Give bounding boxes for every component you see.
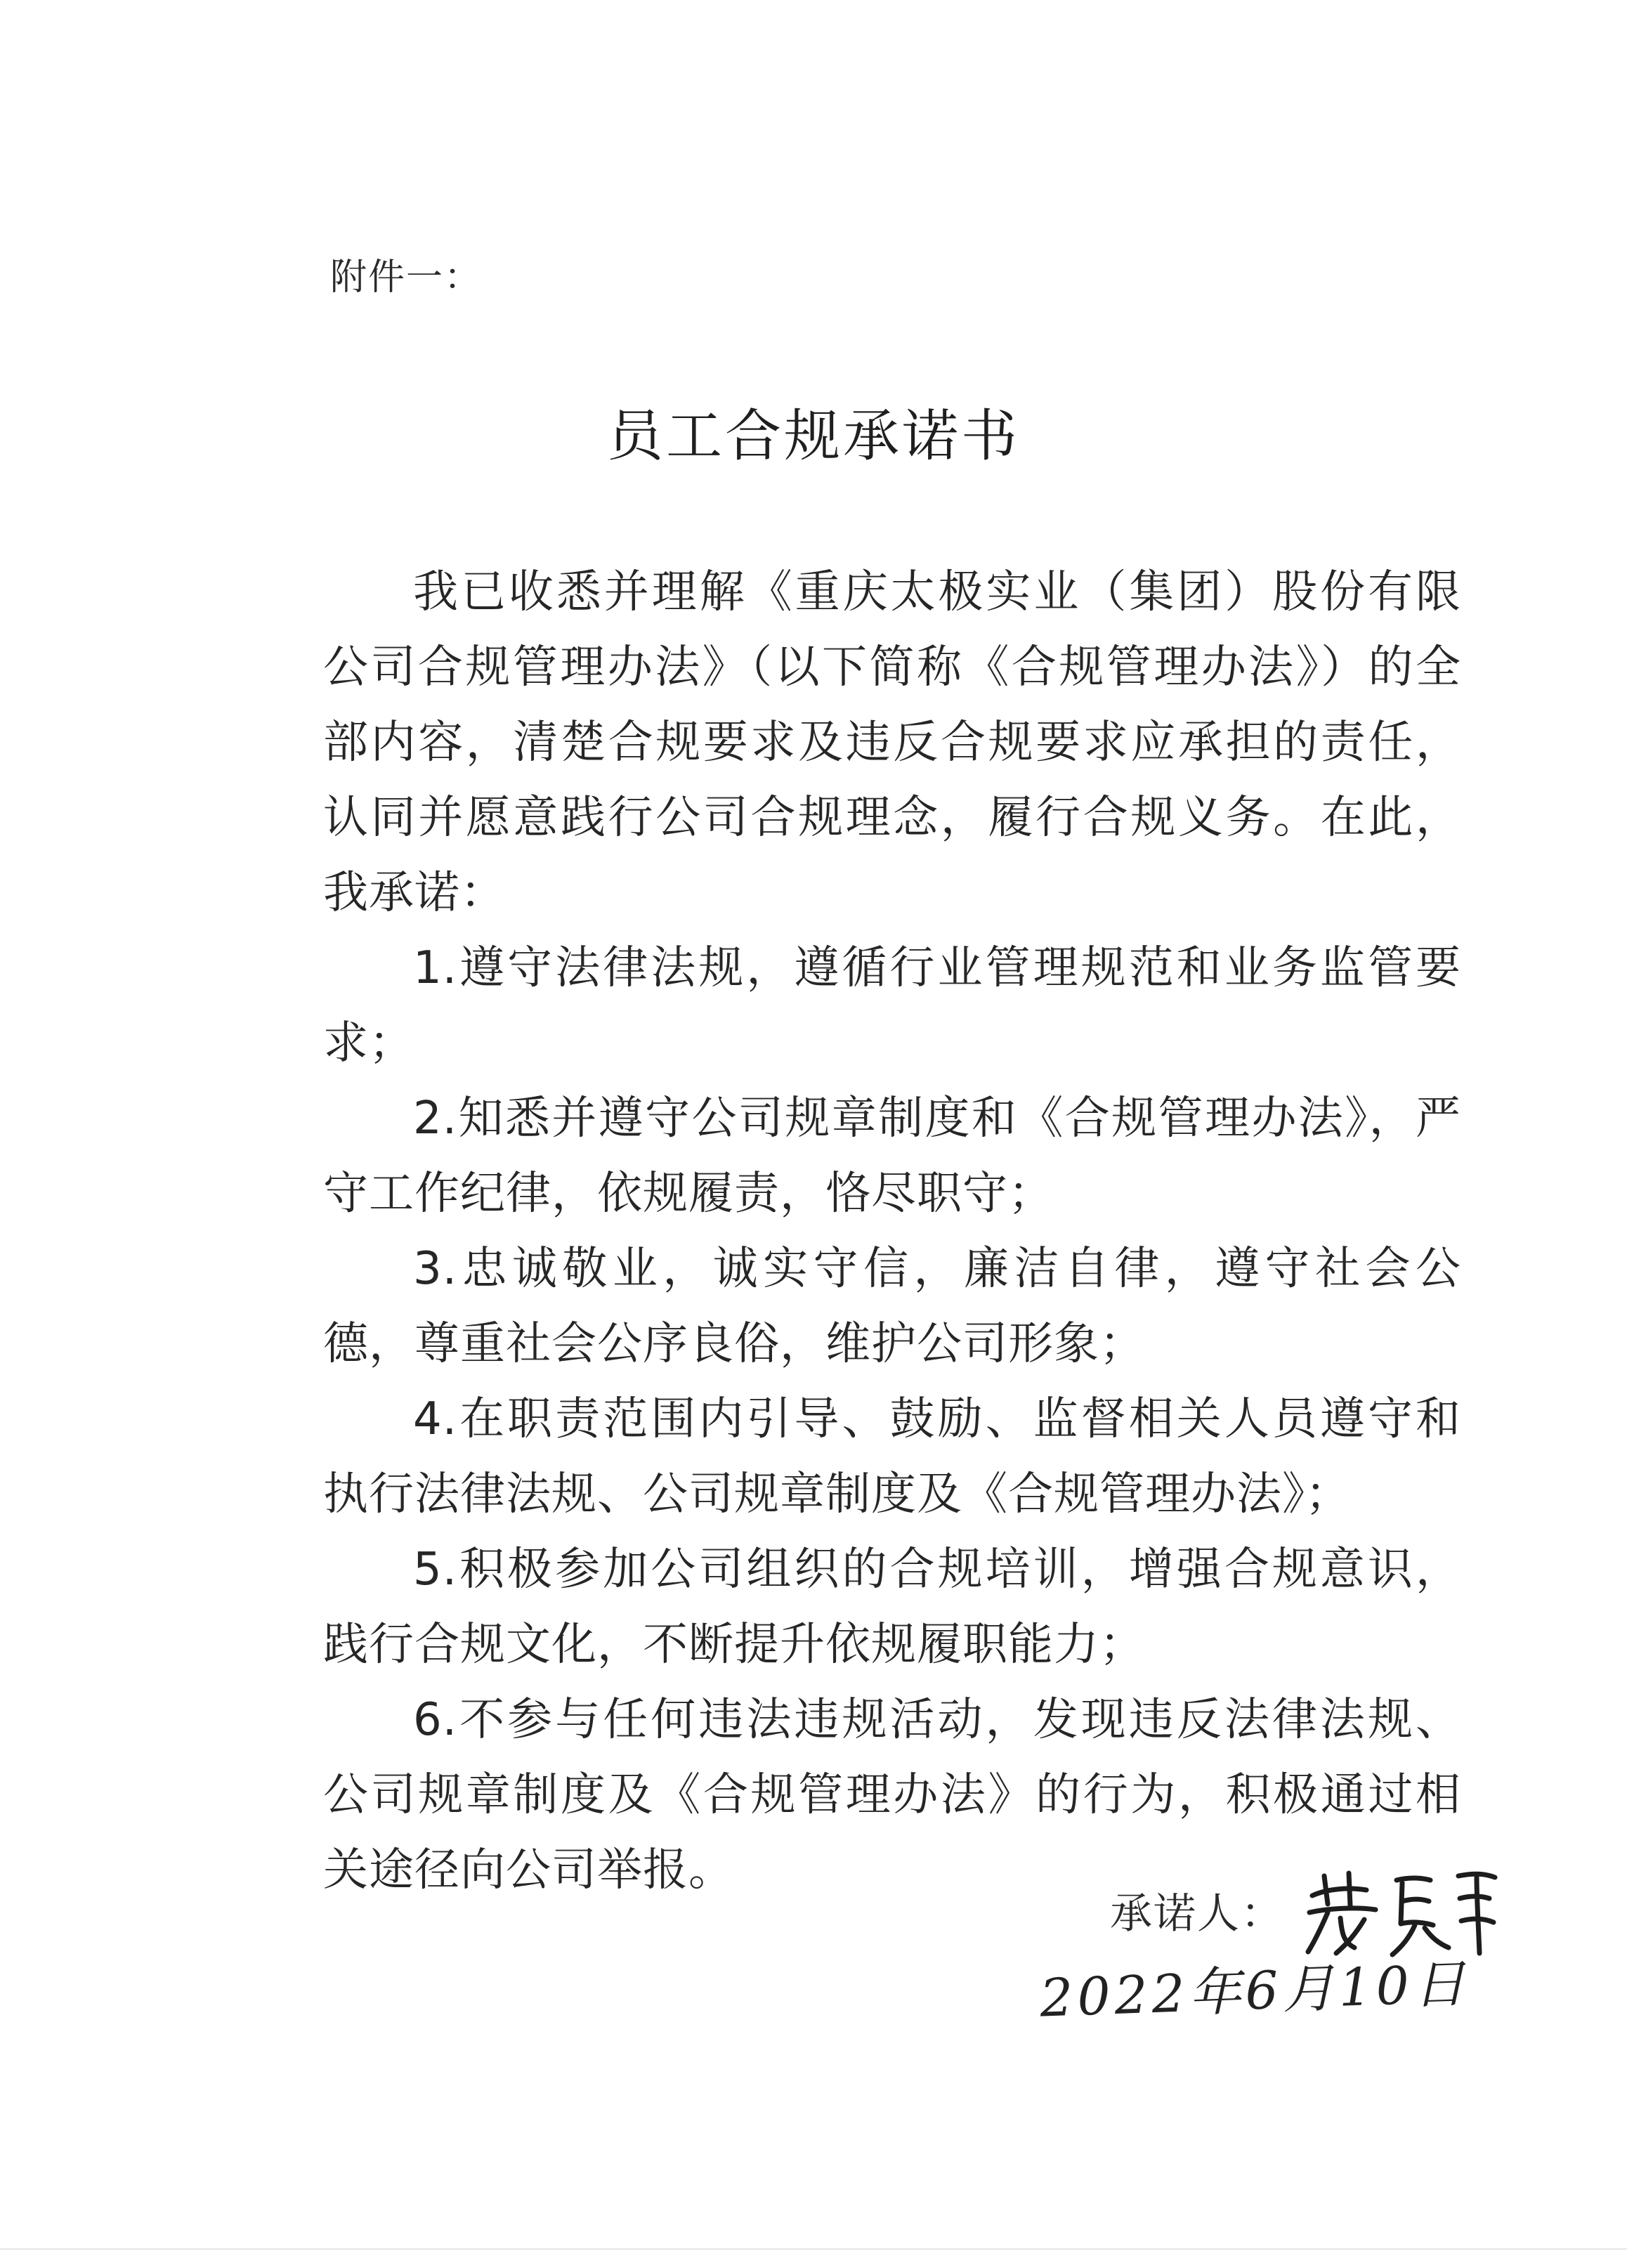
signature-date: 2022年6月10日 <box>1038 1953 1471 2029</box>
scan-edge <box>0 2248 1627 2250</box>
signature-block <box>1038 1855 1503 2038</box>
commitment-item-5: 5.积极参加公司组织的合规培训，增强合规意识，践行合规文化，不断提升依规履职能力； <box>323 1544 1461 1671</box>
attachment-label: 附件一： <box>330 256 483 299</box>
intro-paragraph: 我已收悉并理解《重庆太极实业（集团）股份有限公司合规管理办法》（以下简称《合规管理办法》）的全部内容，清楚合规要求及违反合规要求应承担的责任，认同并愿意践行公司合规理念，履行合规义务。在此，我承诺： <box>323 566 1461 919</box>
commitment-item-2: 2.知悉并遵守公司规章制度和《合规管理办法》，严守工作纪律，依规履责，恪尽职守； <box>323 1093 1461 1220</box>
signer-label: 承诺人： <box>1110 1889 1284 1938</box>
document-title: 员工合规承诺书 <box>607 403 1020 469</box>
document-body <box>323 555 1461 1908</box>
commitment-item-3: 3.忠诚敬业，诚实守信，廉洁自律，遵守社会公德，尊重社会公序良俗，维护公司形象； <box>323 1243 1461 1370</box>
commitment-item-6: 6.不参与任何违法违规活动，发现违反法律法规、公司规章制度及《合规管理办法》的行为，积极通过相关途径向公司举报。 <box>323 1694 1461 1896</box>
commitment-item-1: 1.遵守法律法规，遵循行业管理规范和业务监管要求； <box>323 942 1461 1069</box>
commitment-item-4: 4.在职责范围内引导、鼓励、监督相关人员遵守和执行法律法规、公司规章制度及《合规管理办法》； <box>323 1393 1461 1520</box>
